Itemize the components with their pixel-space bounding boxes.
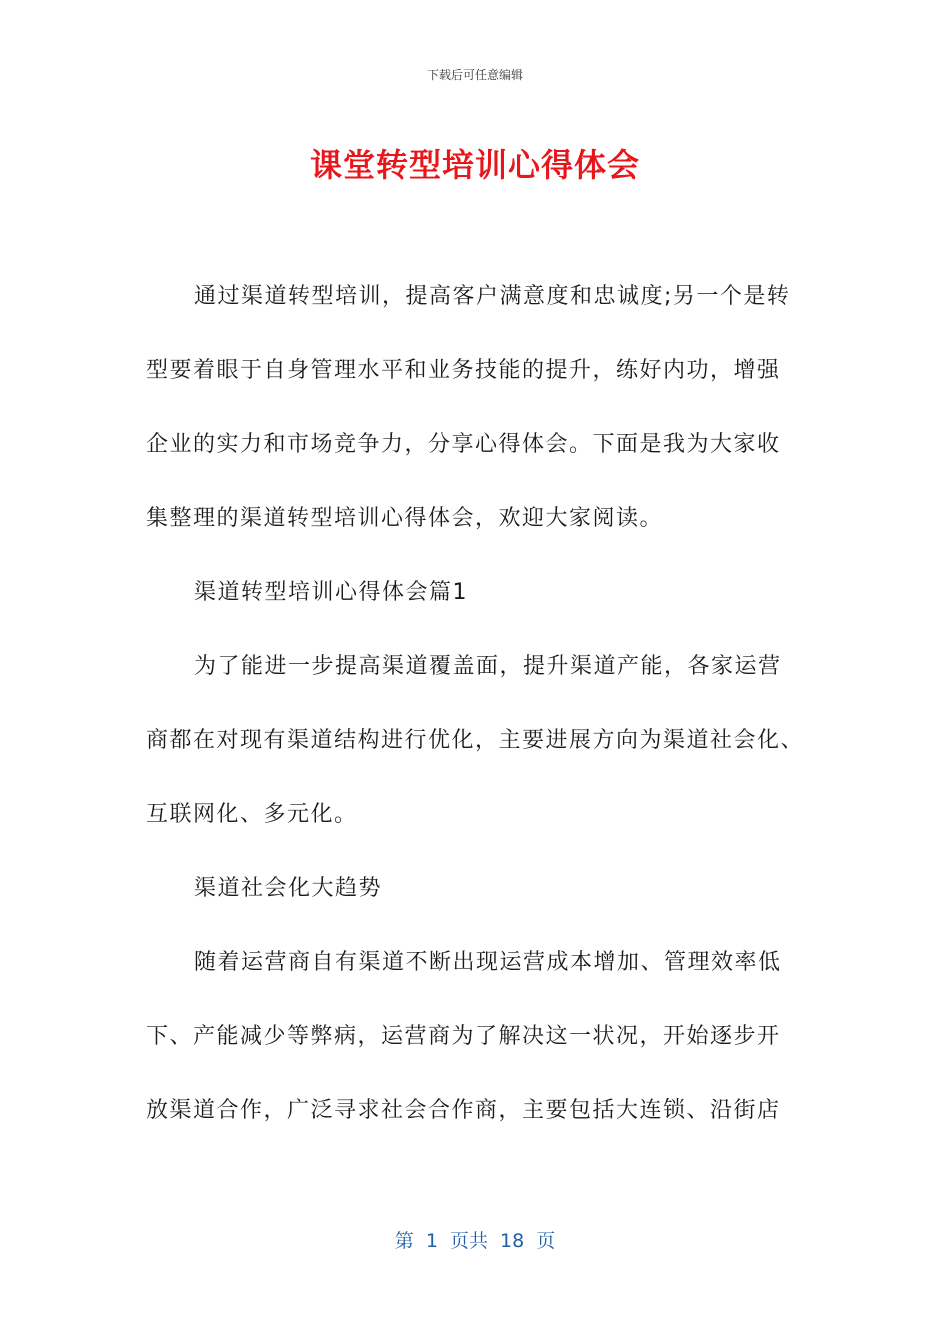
paragraph-line: 通过渠道转型培训，提高客户满意度和忠诚度;另一个是转	[194, 284, 791, 309]
page-header-note: 下载后可任意编辑	[426, 68, 523, 82]
paragraph-line: 放渠道合作，广泛寻求社会合作商，主要包括大连锁、沿街店	[146, 1098, 781, 1123]
paragraph-line: 集整理的渠道转型培训心得体会，欢迎大家阅读。	[146, 506, 664, 531]
paragraph-line: 下、产能减少等弊病，运营商为了解决这一状况，开始逐步开	[146, 1024, 781, 1049]
document-title: 课堂转型培训心得体会	[309, 146, 640, 184]
paragraph-line: 互联网化、多元化。	[146, 802, 358, 827]
section-heading: 渠道社会化大趋势	[194, 876, 383, 901]
paragraph-line: 企业的实力和市场竞争力，分享心得体会。下面是我为大家收	[146, 432, 781, 457]
section-heading: 渠道转型培训心得体会篇1	[194, 580, 468, 605]
page-number-footer: 第 1 页共 18 页	[394, 1230, 556, 1252]
paragraph-line: 为了能进一步提高渠道覆盖面，提升渠道产能，各家运营	[194, 654, 782, 679]
paragraph-line: 商都在对现有渠道结构进行优化，主要进展方向为渠道社会化、	[146, 728, 805, 753]
paragraph-line: 随着运营商自有渠道不断出现运营成本增加、管理效率低	[194, 950, 782, 975]
paragraph-line: 型要着眼于自身管理水平和业务技能的提升，练好内功，增强	[146, 358, 781, 383]
